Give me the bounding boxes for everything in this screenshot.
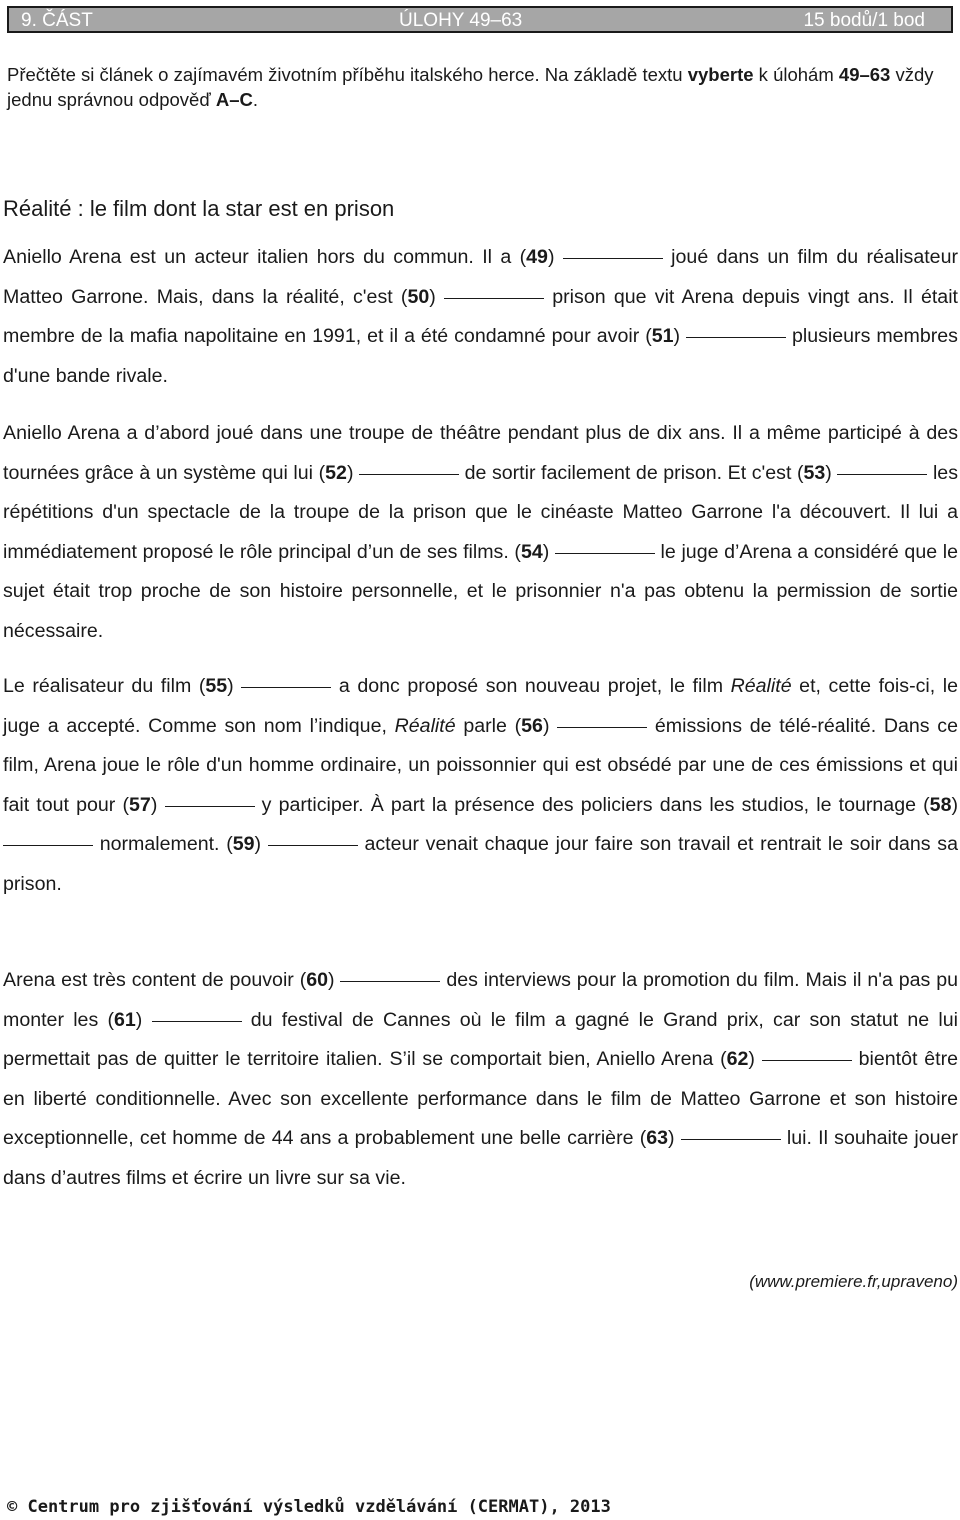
- task-number-62: 62: [726, 1048, 749, 1070]
- task-number-58: 58: [929, 793, 952, 816]
- copyright-footer: © Centrum pro zjišťování výsledků vzdělávání (CERMAT), 2013: [7, 1497, 611, 1517]
- task-number-55: 55: [205, 675, 228, 697]
- answer-blank-57: [165, 805, 255, 807]
- task-number-63: 63: [646, 1127, 669, 1149]
- answer-blank-52: [359, 473, 459, 475]
- section-points-label: 15 bodů/1 bod: [803, 10, 925, 31]
- article-title: Réalité : le film dont la star est en prison: [3, 196, 395, 221]
- section-tasks-label: ÚLOHY 49–63: [399, 10, 523, 31]
- answer-blank-59: [268, 844, 358, 846]
- section-header-bar: [7, 6, 953, 33]
- answer-blank-58: [3, 844, 93, 846]
- instructions-text: Přečtěte si článek o zajímavém životním příběhu italského herce. Na základě textu vyberte k úlohám 49–63 vždy jednu správnou odpověď A–C.: [7, 64, 934, 110]
- answer-blank-49: [563, 257, 663, 259]
- answer-blank-54: [555, 552, 655, 554]
- task-number-54: 54: [520, 540, 543, 563]
- task-number-61: 61: [113, 1008, 136, 1031]
- task-number-60: 60: [306, 969, 329, 991]
- answer-blank-62: [762, 1059, 852, 1061]
- answer-blank-53: [837, 473, 927, 475]
- article-paragraph-4: Arena est très content de pouvoir (60) des interviews pour la promotion du film. Mais il n'a pas pu monter les (61) du festival de Cannes où le film a gagné le Grand prix, car son statut ne lui permettait pas de quitter le territoire italien. S’il se comportait bien, Aniello Arena (62) bientôt être en liberté conditionnelle. Avec son excellente performance dans le film de Matteo Garrone et son histoire exceptionnelle, cet homme de 44 ans a probablement une belle carrière (63) lui. Il souhaite jouer dans d’autres films et écrire un livre sur sa vie.: [3, 969, 959, 1189]
- article-paragraph-2: Aniello Arena a d’abord joué dans une troupe de théâtre pendant plus de dix ans. Il a même participé à des tournées grâce à un système qui lui (52) de sortir facilement de prison. Et c'est (53) les répétitions d'un spectacle de la troupe de la prison que le cinéaste Matteo Garrone l'a découvert. Il lui a immédiatement proposé le rôle principal d’un de ses films. (54) le juge d’Arena a considéré que le sujet était trop proche de son histoire personnelle, et le prisonnier n'a pas obtenu la permission de sortie nécessaire.: [3, 422, 959, 642]
- article-paragraph-1: Aniello Arena est un acteur italien hors du commun. Il a (49) joué dans un film du réalisateur Matteo Garrone. Mais, dans la réalité, c'est (50) prison que vit Arena depuis vingt ans. Il était membre de la mafia napolitaine en 1991, et il a été condamné pour avoir (51) plusieurs membres d'une bande rivale.: [3, 246, 958, 387]
- task-number-51: 51: [651, 325, 674, 347]
- task-number-50: 50: [407, 285, 430, 308]
- task-number-49: 49: [526, 246, 548, 268]
- task-number-52: 52: [325, 461, 347, 484]
- answer-blank-61: [152, 1020, 242, 1022]
- task-number-56: 56: [521, 714, 543, 737]
- answer-blank-51: [686, 336, 786, 338]
- source-citation: (www.premiere.fr,upraveno): [749, 1272, 958, 1291]
- answer-blank-50: [444, 297, 544, 299]
- task-number-57: 57: [129, 793, 151, 816]
- answer-blank-63: [681, 1138, 781, 1140]
- task-number-53: 53: [803, 461, 826, 484]
- answer-blank-60: [340, 980, 440, 982]
- task-number-59: 59: [232, 833, 255, 855]
- answer-blank-55: [241, 686, 331, 688]
- section-part-label: 9. ČÁST: [21, 10, 93, 31]
- article-paragraph-3: Le réalisateur du film (55) a donc proposé son nouveau projet, le film Réalité et, cette fois-ci, le juge a accepté. Comme son nom l’indique, Réalité parle (56) émissions de télé-réalité. Dans ce film, Arena joue le rôle d'un homme ordinaire, un poissonnier qui est obsédé par une de ces émissions et qui fait tout pour (57) y participer. À part la présence des policiers dans les studios, le tournage (58) normalement. (59) acteur venait chaque jour faire son travail et rentrait le soir dans sa prison.: [3, 675, 959, 895]
- answer-blank-56: [557, 726, 647, 728]
